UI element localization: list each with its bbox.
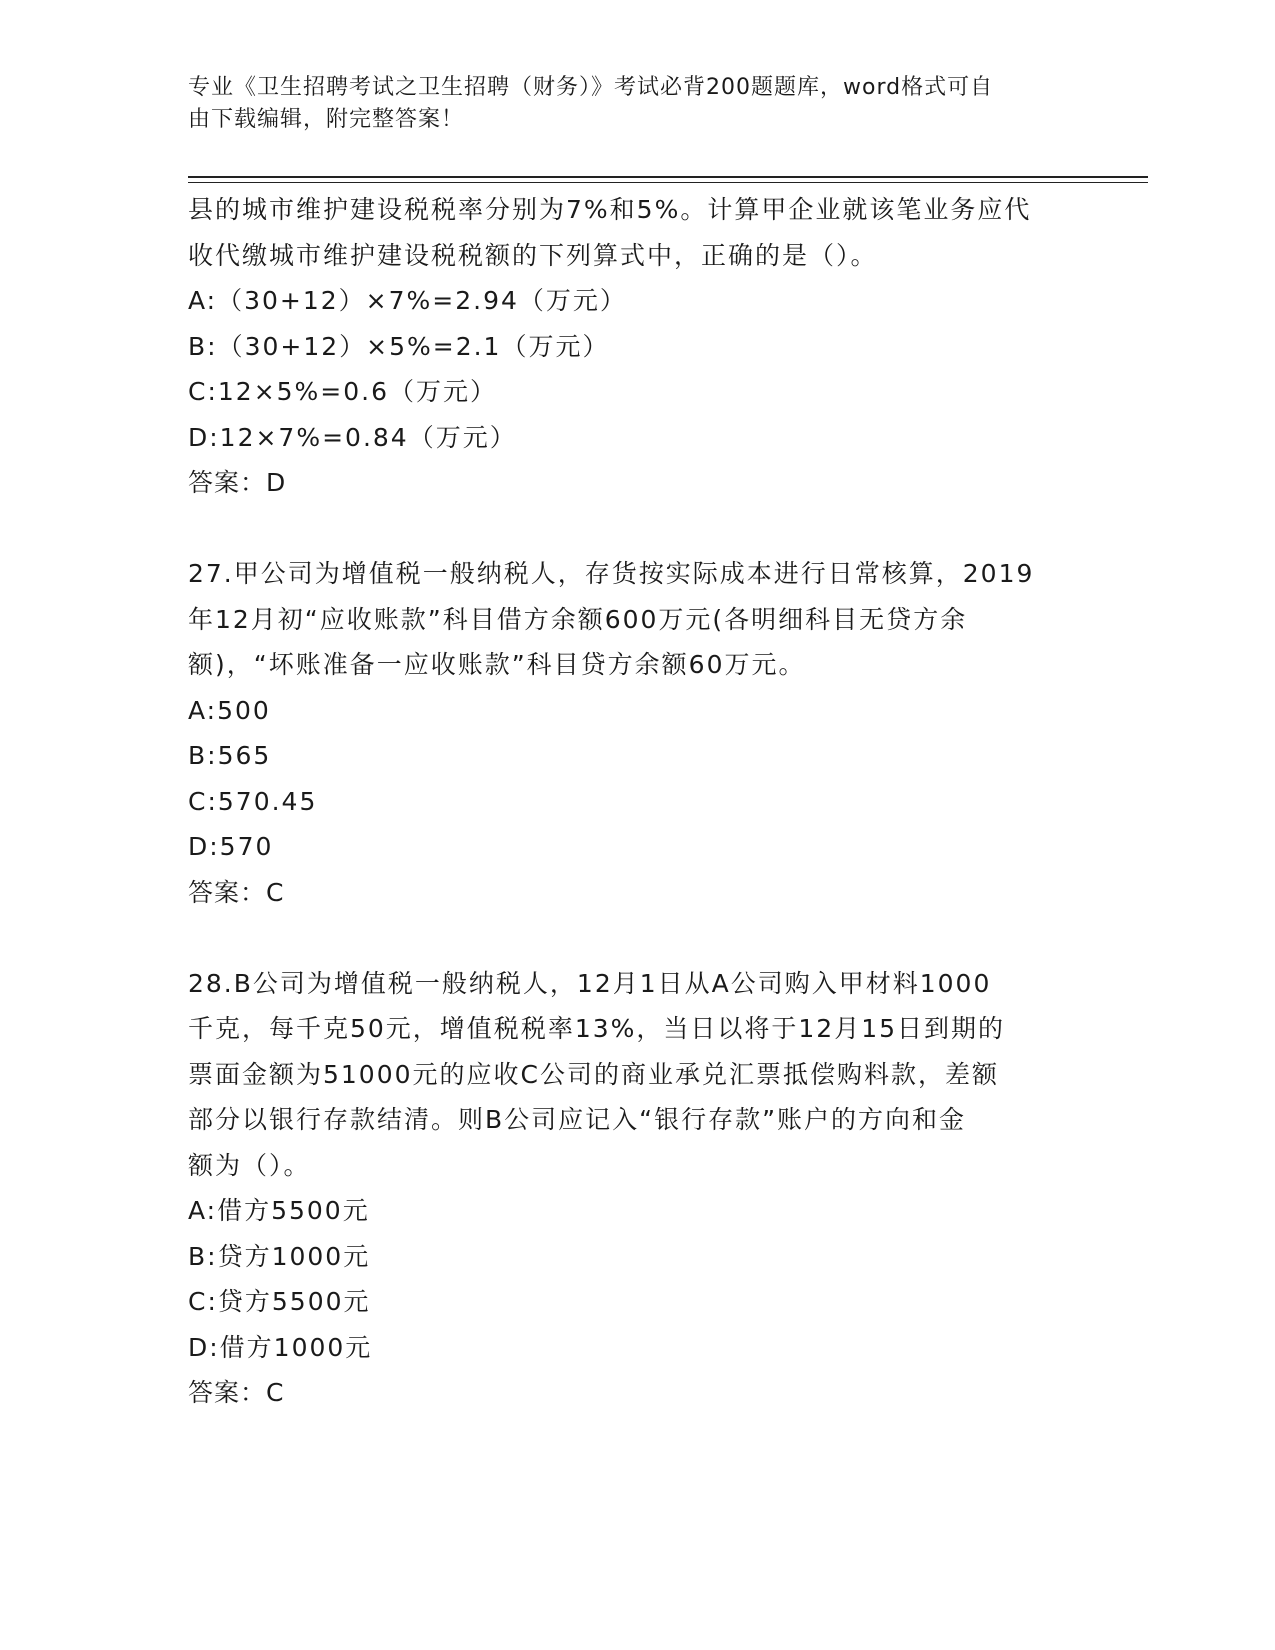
answer-label: 答案：C (188, 1378, 285, 1407)
question-gap (188, 915, 1068, 961)
option-a: A:借方5500元 (188, 1196, 370, 1225)
question-stem-line: 票面金额为51000元的应收C公司的商业承兑汇票抵偿购料款，差额 (188, 1059, 999, 1089)
option-a: A:（30+12）×7%=2.94（万元） (188, 286, 627, 315)
option-a: A:500 (188, 695, 271, 725)
header-divider-thin (188, 182, 1148, 183)
option-d: D:借方1000元 (188, 1332, 373, 1362)
header-line-1: 专业《卫生招聘考试之卫生招聘（财务）》考试必背200题题库，word格式可自 (188, 75, 994, 100)
question-28 (188, 961, 1068, 1416)
question-list (188, 187, 1068, 1416)
option-c: C:贷方5500元 (188, 1287, 371, 1316)
question-stem-line: 部分以银行存款结清。则B公司应记入“银行存款”账户的方向和金 (188, 1105, 967, 1134)
question-gap (188, 506, 1068, 552)
question-stem-line: 收代缴城市维护建设税税额的下列算式中，正确的是（）。 (188, 240, 878, 270)
option-c: C:12×5%=0.6（万元） (188, 377, 498, 406)
question-stem-line: 27.甲公司为增值税一般纳税人，存货按实际成本进行日常核算，2019 (188, 559, 1035, 588)
question-stem-line: 额为（）。 (188, 1150, 311, 1180)
header-line-2: 由下载编辑，附完整答案！ (188, 107, 465, 132)
document-header (188, 72, 1068, 136)
question-stem-line: 额)，“坏账准备一应收账款”科目贷方余额60万元。 (188, 650, 806, 679)
question-27 (188, 551, 1068, 915)
option-b: B:565 (188, 741, 272, 770)
answer-label: 答案：C (188, 877, 285, 907)
question-stem-line: 千克，每千克50元，增值税税率13%，当日以将于12月15日到期的 (188, 1014, 1006, 1043)
answer-label: 答案：D (188, 468, 287, 497)
question-stem-line: 年12月初“应收账款”科目借方余额600万元(各明细科目无贷方余 (188, 604, 968, 634)
option-d: D:12×7%=0.84（万元） (188, 422, 517, 452)
option-c: C:570.45 (188, 786, 318, 816)
question-26 (188, 187, 1068, 506)
option-b: B:（30+12）×5%=2.1（万元） (188, 331, 610, 361)
option-d: D:570 (188, 832, 274, 861)
option-b: B:贷方1000元 (188, 1241, 371, 1271)
header-divider-thick (188, 176, 1148, 178)
question-stem-line: 28.B公司为增值税一般纳税人，12月1日从A公司购入甲材料1000 (188, 968, 992, 998)
question-stem-line: 县的城市维护建设税税率分别为7%和5%。计算甲企业就该笔业务应代 (188, 195, 1032, 224)
